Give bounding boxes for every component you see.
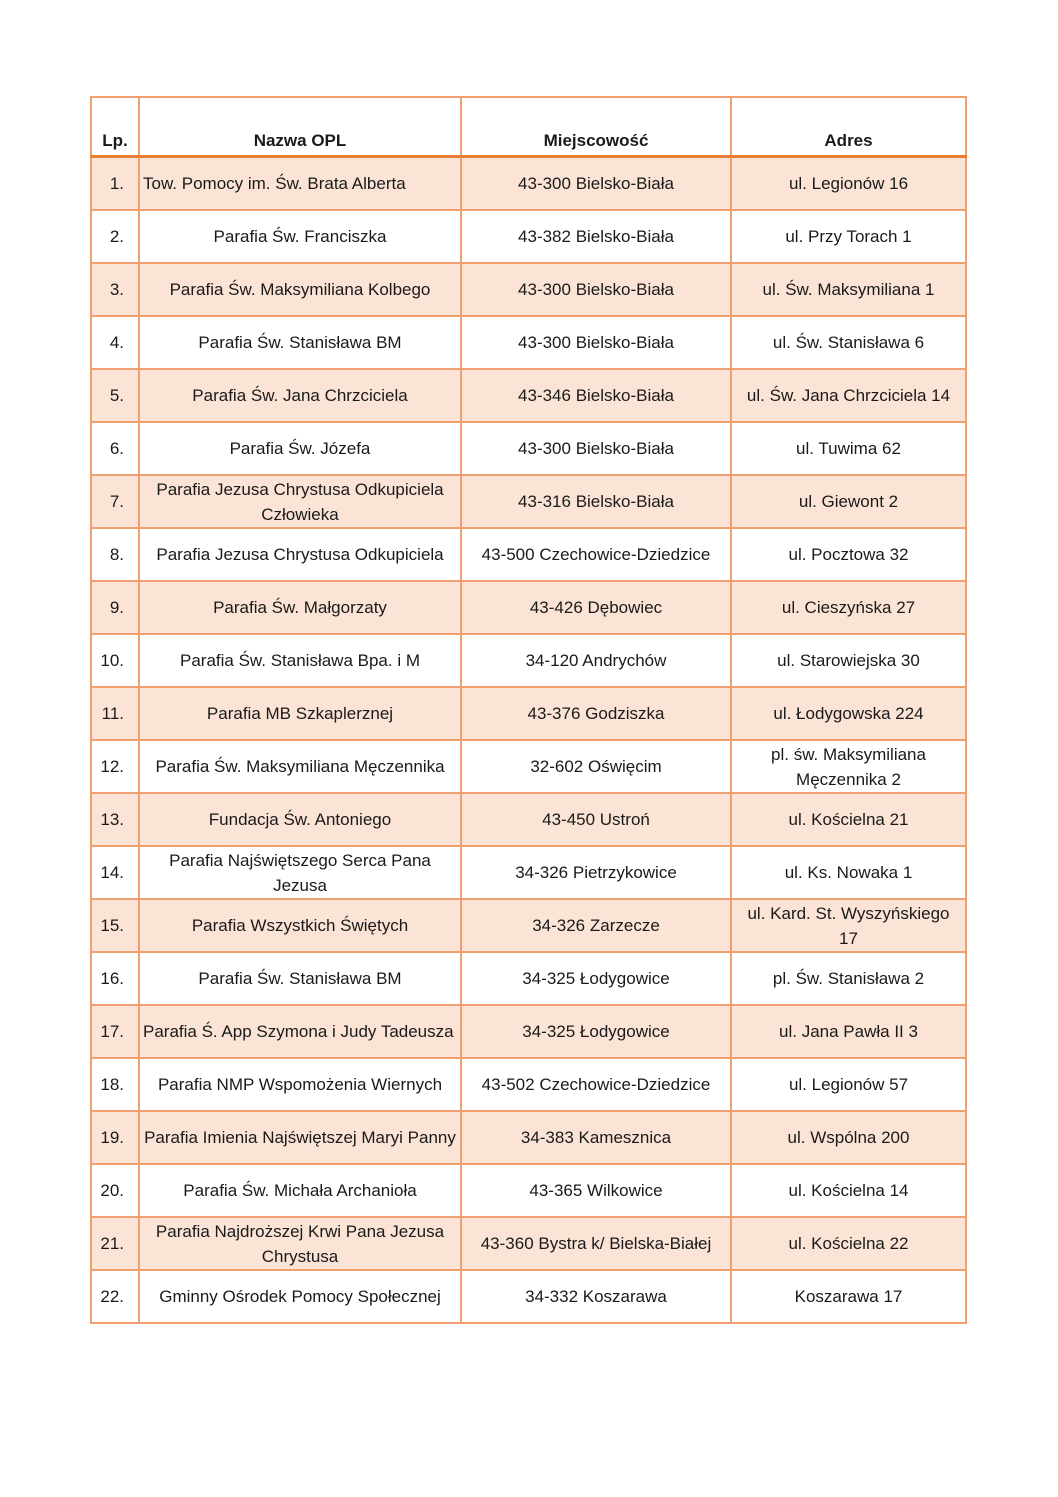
cell-name: Parafia MB Szkaplerznej xyxy=(139,687,461,740)
cell-city: 43-450 Ustroń xyxy=(461,793,731,846)
cell-lp: 10. xyxy=(91,634,139,687)
table-row xyxy=(91,1217,966,1270)
cell-name: Tow. Pomocy im. Św. Brata Alberta xyxy=(139,157,461,211)
table-row xyxy=(91,1005,966,1058)
cell-lp: 15. xyxy=(91,899,139,952)
table-row xyxy=(91,740,966,793)
cell-name: Parafia Św. Jana Chrzciciela xyxy=(139,369,461,422)
table-row xyxy=(91,475,966,528)
cell-name: Parafia Wszystkich Świętych xyxy=(139,899,461,952)
table-row xyxy=(91,1164,966,1217)
cell-lp: 20. xyxy=(91,1164,139,1217)
cell-city: 43-300 Bielsko-Biała xyxy=(461,422,731,475)
cell-lp: 2. xyxy=(91,210,139,263)
cell-name: Parafia Św. Michała Archanioła xyxy=(139,1164,461,1217)
table-row xyxy=(91,899,966,952)
cell-name: Parafia Najświętszego Serca Pana Jezusa xyxy=(139,846,461,899)
cell-name: Parafia Najdroższej Krwi Pana Jezusa Chrystusa xyxy=(139,1217,461,1270)
table-row xyxy=(91,687,966,740)
cell-city: 43-360 Bystra k/ Bielska-Białej xyxy=(461,1217,731,1270)
table-body xyxy=(91,157,966,1324)
cell-address: ul. Kościelna 14 xyxy=(731,1164,966,1217)
header-city: Miejscowość xyxy=(461,97,731,157)
table-row xyxy=(91,1058,966,1111)
cell-lp: 7. xyxy=(91,475,139,528)
cell-name: Gminny Ośrodek Pomocy Społecznej xyxy=(139,1270,461,1323)
cell-lp: 19. xyxy=(91,1111,139,1164)
cell-name: Parafia Św. Stanisława Bpa. i M xyxy=(139,634,461,687)
cell-address: ul. Wspólna 200 xyxy=(731,1111,966,1164)
cell-address: ul. Cieszyńska 27 xyxy=(731,581,966,634)
cell-address: ul. Kościelna 22 xyxy=(731,1217,966,1270)
cell-lp: 1. xyxy=(91,157,139,211)
cell-name: Fundacja Św. Antoniego xyxy=(139,793,461,846)
cell-lp: 8. xyxy=(91,528,139,581)
cell-address: ul. Pocztowa 32 xyxy=(731,528,966,581)
cell-lp: 17. xyxy=(91,1005,139,1058)
cell-address: ul. Łodygowska 224 xyxy=(731,687,966,740)
cell-city: 43-365 Wilkowice xyxy=(461,1164,731,1217)
cell-lp: 16. xyxy=(91,952,139,1005)
cell-name: Parafia NMP Wspomożenia Wiernych xyxy=(139,1058,461,1111)
cell-city: 43-346 Bielsko-Biała xyxy=(461,369,731,422)
header-name: Nazwa OPL xyxy=(139,97,461,157)
cell-address: ul. Legionów 16 xyxy=(731,157,966,211)
cell-city: 43-300 Bielsko-Biała xyxy=(461,316,731,369)
cell-city: 34-120 Andrychów xyxy=(461,634,731,687)
cell-address: ul. Jana Pawła II 3 xyxy=(731,1005,966,1058)
cell-name: Parafia Św. Józefa xyxy=(139,422,461,475)
table-row xyxy=(91,422,966,475)
cell-lp: 13. xyxy=(91,793,139,846)
cell-city: 43-300 Bielsko-Biała xyxy=(461,157,731,211)
cell-lp: 11. xyxy=(91,687,139,740)
cell-city: 34-325 Łodygowice xyxy=(461,952,731,1005)
cell-lp: 9. xyxy=(91,581,139,634)
cell-address: Koszarawa 17 xyxy=(731,1270,966,1323)
cell-name: Parafia Ś. App Szymona i Judy Tadeusza xyxy=(139,1005,461,1058)
table-row xyxy=(91,846,966,899)
table-row xyxy=(91,952,966,1005)
cell-name: Parafia Imienia Najświętszej Maryi Panny xyxy=(139,1111,461,1164)
header-lp: Lp. xyxy=(91,97,139,157)
cell-lp: 22. xyxy=(91,1270,139,1323)
cell-address: ul. Ks. Nowaka 1 xyxy=(731,846,966,899)
cell-city: 43-426 Dębowiec xyxy=(461,581,731,634)
cell-city: 43-376 Godziszka xyxy=(461,687,731,740)
cell-city: 34-325 Łodygowice xyxy=(461,1005,731,1058)
cell-address: pl. św. Maksymiliana Męczennika 2 xyxy=(731,740,966,793)
table-row xyxy=(91,157,966,211)
cell-lp: 4. xyxy=(91,316,139,369)
cell-address: pl. Św. Stanisława 2 xyxy=(731,952,966,1005)
cell-city: 34-383 Kamesznica xyxy=(461,1111,731,1164)
cell-lp: 6. xyxy=(91,422,139,475)
cell-lp: 18. xyxy=(91,1058,139,1111)
cell-lp: 21. xyxy=(91,1217,139,1270)
cell-address: ul. Starowiejska 30 xyxy=(731,634,966,687)
cell-address: ul. Tuwima 62 xyxy=(731,422,966,475)
cell-address: ul. Kościelna 21 xyxy=(731,793,966,846)
cell-city: 34-326 Pietrzykowice xyxy=(461,846,731,899)
table-row xyxy=(91,581,966,634)
cell-lp: 5. xyxy=(91,369,139,422)
table-row xyxy=(91,316,966,369)
table-header xyxy=(91,97,966,157)
cell-city: 43-500 Czechowice-Dziedzice xyxy=(461,528,731,581)
table-row xyxy=(91,528,966,581)
cell-city: 34-326 Zarzecze xyxy=(461,899,731,952)
cell-name: Parafia Jezusa Chrystusa Odkupiciela Człowieka xyxy=(139,475,461,528)
cell-city: 43-382 Bielsko-Biała xyxy=(461,210,731,263)
cell-address: ul. Kard. St. Wyszyńskiego 17 xyxy=(731,899,966,952)
table-row xyxy=(91,1270,966,1323)
cell-address: ul. Św. Maksymiliana 1 xyxy=(731,263,966,316)
opl-table xyxy=(90,96,967,1324)
cell-name: Parafia Św. Stanisława BM xyxy=(139,952,461,1005)
cell-lp: 12. xyxy=(91,740,139,793)
cell-city: 43-316 Bielsko-Biała xyxy=(461,475,731,528)
cell-name: Parafia Jezusa Chrystusa Odkupiciela xyxy=(139,528,461,581)
cell-address: ul. Przy Torach 1 xyxy=(731,210,966,263)
cell-city: 43-300 Bielsko-Biała xyxy=(461,263,731,316)
cell-name: Parafia Św. Stanisława BM xyxy=(139,316,461,369)
cell-city: 43-502 Czechowice-Dziedzice xyxy=(461,1058,731,1111)
header-row xyxy=(91,97,966,157)
cell-lp: 14. xyxy=(91,846,139,899)
table-row xyxy=(91,369,966,422)
cell-address: ul. Św. Jana Chrzciciela 14 xyxy=(731,369,966,422)
table-row xyxy=(91,634,966,687)
cell-name: Parafia Św. Maksymiliana Męczennika xyxy=(139,740,461,793)
cell-name: Parafia Św. Maksymiliana Kolbego xyxy=(139,263,461,316)
cell-name: Parafia Św. Franciszka xyxy=(139,210,461,263)
cell-address: ul. Legionów 57 xyxy=(731,1058,966,1111)
table-row xyxy=(91,1111,966,1164)
cell-address: ul. Św. Stanisława 6 xyxy=(731,316,966,369)
table-row xyxy=(91,210,966,263)
cell-address: ul. Giewont 2 xyxy=(731,475,966,528)
cell-city: 34-332 Koszarawa xyxy=(461,1270,731,1323)
header-address: Adres xyxy=(731,97,966,157)
table-row xyxy=(91,263,966,316)
cell-name: Parafia Św. Małgorzaty xyxy=(139,581,461,634)
cell-lp: 3. xyxy=(91,263,139,316)
cell-city: 32-602 Oświęcim xyxy=(461,740,731,793)
table-row xyxy=(91,793,966,846)
